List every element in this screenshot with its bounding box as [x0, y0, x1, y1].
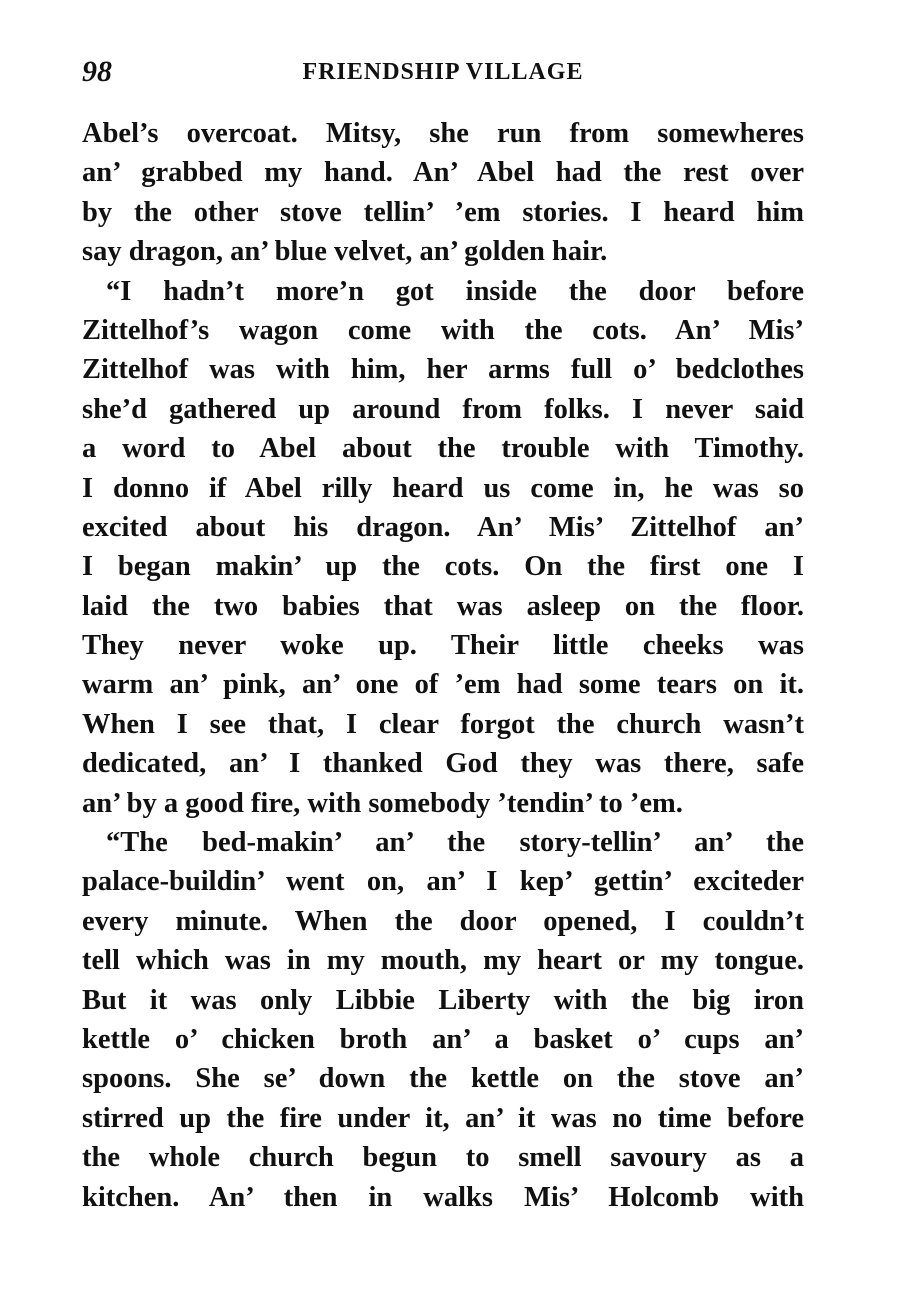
- text-line: say dragon, an’ blue velvet, an’ golden hair.: [82, 236, 608, 268]
- text-line: by the other stove tellin’ ’em stories. I heard him: [82, 196, 804, 228]
- text-line: Zittelhof’s wagon come with the cots. An’ Mis’: [82, 314, 804, 346]
- running-title: FRIENDSHIP VILLAGE: [302, 59, 584, 85]
- text-line: Abel’s overcoat. Mitsy, she run from somewheres: [82, 118, 804, 149]
- text-line: kettle o’ chicken broth an’ a basket o’ cups an’: [82, 1023, 804, 1055]
- text-line: kitchen. An’ then in walks Mis’ Holcomb with: [82, 1181, 804, 1213]
- text-line: But it was only Libbie Liberty with the big iron: [82, 984, 804, 1016]
- text-line: laid the two babies that was asleep on the floor.: [82, 590, 804, 622]
- text-line: tell which was in my mouth, my heart or my tongue.: [82, 945, 804, 977]
- text-line: warm an’ pink, an’ one of ’em had some tears on it.: [82, 669, 804, 701]
- text-line: an’ grabbed my hand. An’ Abel had the rest over: [82, 157, 804, 189]
- text-line: stirred up the fire under it, an’ it was no time before: [82, 1102, 804, 1134]
- text-line: every minute. When the door opened, I couldn’t: [82, 905, 804, 937]
- text-line: dedicated, an’ I thanked God they was there, safe: [82, 748, 804, 780]
- text-line: When I see that, I clear forgot the church wasn’t: [82, 708, 804, 740]
- text-line: palace-buildin’ went on, an’ I kep’ gettin’ exciteder: [82, 866, 804, 898]
- text-line: “The bed-makin’ an’ the story-tellin’ an’ the: [106, 827, 804, 859]
- text-line: spoons. She se’ down the kettle on the stove an’: [82, 1063, 804, 1095]
- text-line: she’d gathered up around from folks. I never said: [82, 393, 804, 425]
- body-text: [82, 114, 804, 1217]
- text-line: excited about his dragon. An’ Mis’ Zittelhof an’: [82, 511, 804, 543]
- page-number: 98: [82, 55, 112, 88]
- page-header: [82, 55, 804, 89]
- text-line: Zittelhof was with him, her arms full o’ bedclothes: [82, 354, 804, 386]
- text-line: “I hadn’t more’n got inside the door before: [106, 275, 804, 307]
- text-line: I donno if Abel rilly heard us come in, he was so: [82, 472, 804, 504]
- text-line: the whole church begun to smell savoury as a: [82, 1142, 804, 1174]
- text-line: I began makin’ up the cots. On the first one I: [82, 551, 804, 583]
- text-line: a word to Abel about the trouble with Timothy.: [82, 433, 804, 465]
- text-line: an’ by a good fire, with somebody ’tendin’ to ’em.: [82, 787, 683, 819]
- text-line: They never woke up. Their little cheeks was: [82, 630, 804, 662]
